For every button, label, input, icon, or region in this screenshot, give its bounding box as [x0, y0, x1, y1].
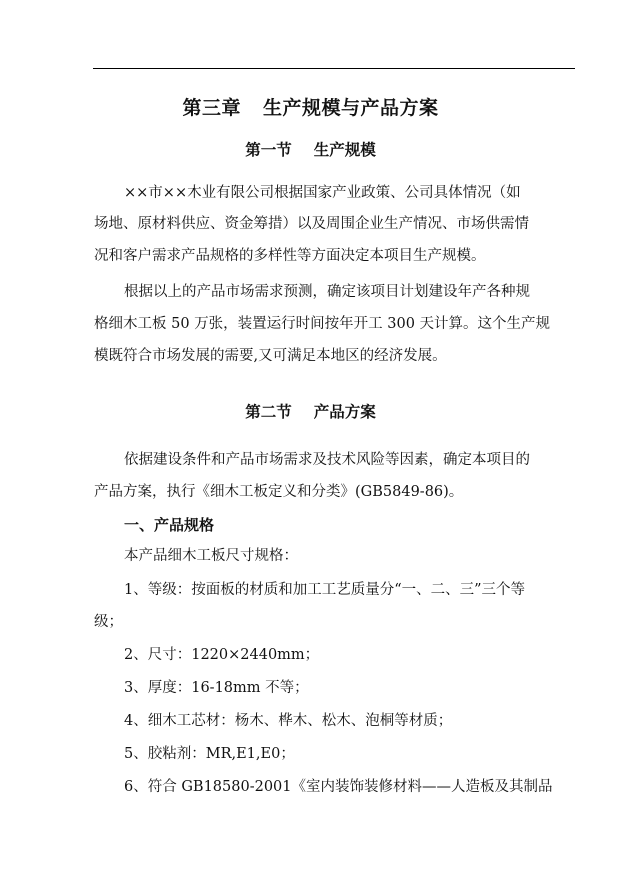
- spec-item-1-continuation: 级；: [94, 614, 123, 630]
- product-spec-subheading: 一、产品规格: [124, 516, 215, 534]
- section-1-paragraph-2-line-1: 根据以上的产品市场需求预测，确定该项目计划建设年产各种规: [124, 284, 530, 300]
- spec-item-5: 5、胶粘剂：MR,E1,E0；: [124, 746, 295, 762]
- section-1-paragraph-2-line-3: 模既符合市场发展的需要,又可满足本地区的经济发展。: [94, 348, 447, 364]
- chapter-title: [0, 93, 621, 120]
- section-1-paragraph-2-line-2: 格细木工板 50 万张，装置运行时间按年开工 300 天计算。这个生产规: [94, 316, 551, 332]
- section-1-number: 第一节: [245, 140, 292, 159]
- spec-item-6: 6、符合 GB18580-2001《室内装饰装修材料——人造板及其制品: [124, 779, 553, 795]
- section-2-paragraph-1-line-2: 产品方案，执行《细木工板定义和分类》(GB5849-86)。: [94, 484, 464, 500]
- section-2-paragraph-1-line-1: 依据建设条件和产品市场需求及技术风险等因素，确定本项目的: [124, 452, 530, 468]
- section-2-name: 产品方案: [313, 402, 376, 421]
- section-2-number: 第二节: [245, 402, 292, 421]
- spec-item-1: 1、等级：按面板的材质和加工工艺质量分“一、二、三”三个等: [124, 582, 526, 598]
- section-1-paragraph-1-line-3: 况和客户需求产品规格的多样性等方面决定本项目生产规模。: [94, 248, 486, 264]
- section-1-paragraph-1-line-2: 场地、原材料供应、资金筹措）以及周围企业生产情况、市场供需情: [94, 216, 529, 232]
- spec-item-3: 3、厚度：16-18mm 不等；: [124, 680, 309, 696]
- spec-item-2: 2、尺寸：1220×2440mm；: [124, 647, 320, 663]
- spec-item-4: 4、细木工芯材：杨木、桦木、松木、泡桐等材质；: [124, 713, 453, 729]
- product-spec-intro: 本产品细木工板尺寸规格：: [124, 548, 298, 564]
- chapter-name: 生产规模与产品方案: [263, 97, 439, 119]
- section-2-title: [0, 400, 621, 422]
- chapter-number: 第三章: [182, 97, 241, 119]
- section-1-name: 生产规模: [313, 140, 376, 159]
- header-rule: [93, 68, 575, 69]
- section-1-paragraph-1-line-1: ××市××木业有限公司根据国家产业政策、公司具体情况（如: [124, 185, 521, 201]
- section-1-title: [0, 138, 621, 160]
